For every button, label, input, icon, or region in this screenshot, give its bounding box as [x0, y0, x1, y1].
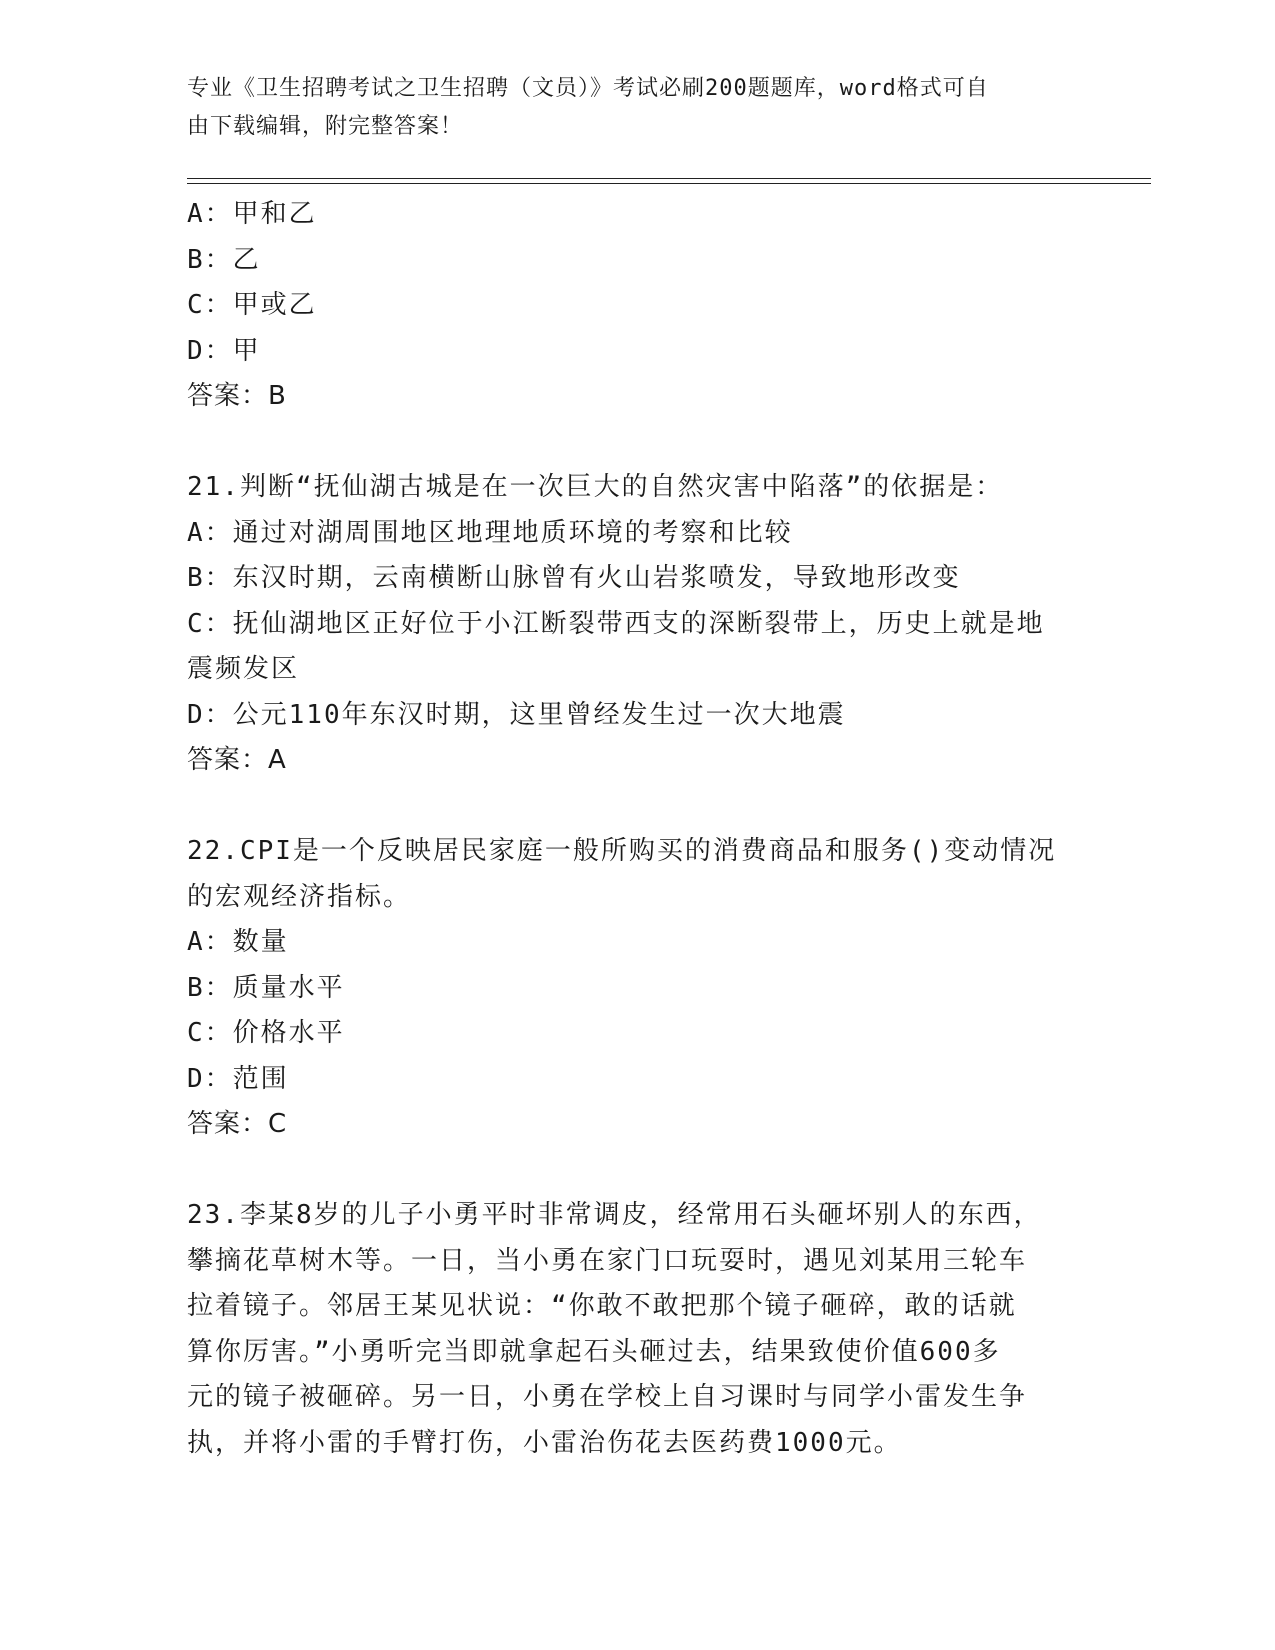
- q22-option-b: B：质量水平: [187, 972, 345, 1003]
- q23-stem-line-1: 23.李某8岁的儿子小勇平时非常调皮，经常用石头砸坏别人的东西，: [187, 1200, 1042, 1230]
- spacer: [187, 420, 1077, 466]
- spacer: [187, 784, 1077, 830]
- header-line-1: 专业《卫生招聘考试之卫生招聘（文员）》考试必刷200题题库，word格式可自: [187, 76, 989, 101]
- q23-stem-line-3: 拉着镜子。邻居王某见状说：“你敢不敢把那个镜子砸碎，敢的话就: [187, 1291, 1017, 1321]
- question-22-block: [187, 829, 1077, 1148]
- q22-stem-line-2: 的宏观经济指标。: [187, 881, 412, 912]
- q21-stem: 21.判断“抚仙湖古城是在一次巨大的自然灾害中陷落”的依据是：: [187, 472, 1004, 502]
- q21-option-b: B：东汉时期，云南横断山脉曾有火山岩浆喷发，导致地形改变: [187, 563, 961, 593]
- header-line-2: 由下载编辑，附完整答案！: [187, 114, 464, 139]
- q21-option-a: A：通过对湖周围地区地理地质环境的考察和比较: [187, 517, 793, 548]
- q22-option-d: D：范围: [187, 1063, 289, 1094]
- q22-answer: 答案：C: [187, 1109, 288, 1139]
- q20-option-d: D：甲: [187, 335, 261, 366]
- q22-option-a: A：数量: [187, 927, 289, 957]
- spacer: [187, 1148, 1077, 1194]
- question-23-block: [187, 1193, 1077, 1466]
- q22-stem-line-1: 22.CPI是一个反映居民家庭一般所购买的消费商品和服务()变动情况: [187, 836, 1057, 866]
- q23-stem-line-5: 元的镜子被砸碎。另一日，小勇在学校上自习课时与同学小雷发生争: [187, 1382, 1028, 1412]
- header-divider-top: [187, 178, 1151, 179]
- q20-option-c: C：甲或乙: [187, 290, 317, 320]
- question-20-block: [187, 192, 1077, 420]
- q23-stem-line-2: 攀摘花草树木等。一日，当小勇在家门口玩耍时，遇见刘某用三轮车: [187, 1245, 1028, 1276]
- q21-answer: 答案：A: [187, 745, 287, 775]
- q23-stem-line-6: 执，并将小雷的手臂打伤，小雷治伤花去医药费1000元。: [187, 1427, 902, 1458]
- question-21-block: [187, 465, 1077, 784]
- q22-option-c: C：价格水平: [187, 1018, 345, 1048]
- q23-stem-line-4: 算你厉害。”小勇听完当即就拿起石头砸过去，结果致使价值600多: [187, 1336, 1001, 1367]
- q21-option-d: D：公元110年东汉时期，这里曾经发生过一次大地震: [187, 699, 846, 730]
- q21-option-c-line-1: C：抚仙湖地区正好位于小江断裂带西支的深断裂带上，历史上就是地: [187, 608, 1045, 639]
- q21-option-c-line-2: 震频发区: [187, 654, 300, 684]
- header-divider-bottom: [187, 183, 1151, 184]
- q20-option-a: A：甲和乙: [187, 199, 317, 229]
- question-content: [187, 192, 1077, 1466]
- q20-answer: 答案：B: [187, 381, 287, 411]
- q20-option-b: B：乙: [187, 244, 261, 275]
- page-header: [187, 70, 1067, 146]
